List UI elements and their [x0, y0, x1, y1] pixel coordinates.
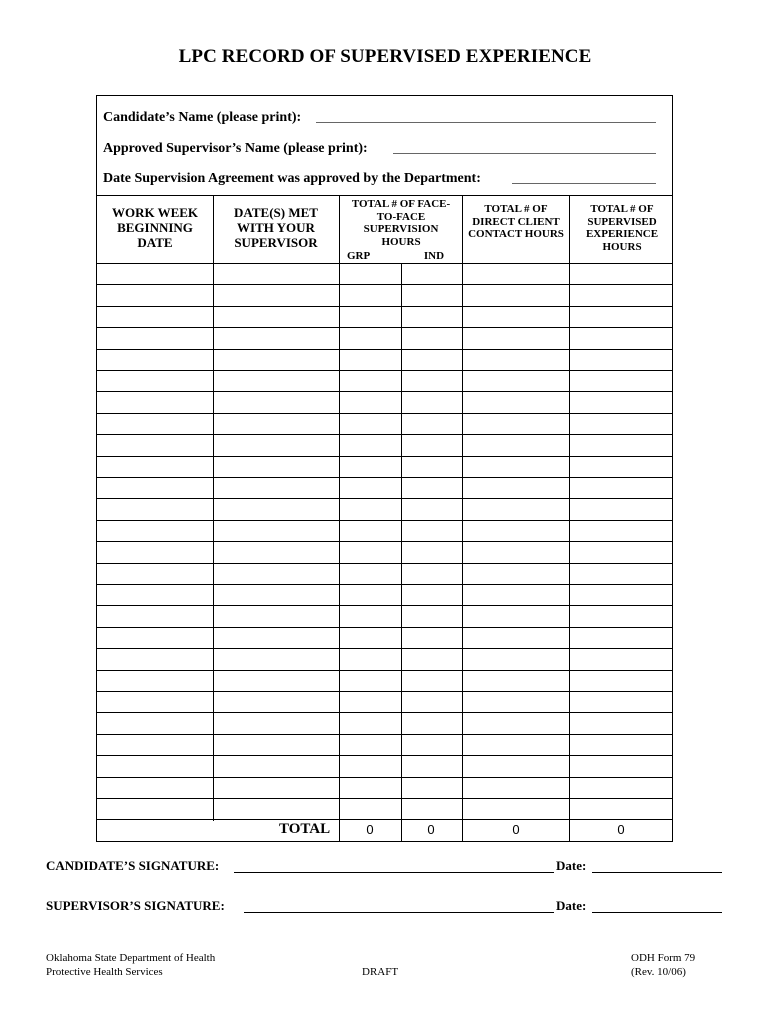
header-direct-client: TOTAL # OF DIRECT CLIENT CONTACT HOURS	[468, 203, 564, 241]
table-row	[96, 541, 673, 562]
candidate-signature-label: CANDIDATE’S SIGNATURE:	[46, 858, 220, 873]
cell-direct-client[interactable]	[462, 413, 569, 434]
cell-ind[interactable]	[401, 605, 462, 626]
candidate-name-field[interactable]	[316, 122, 656, 123]
table-row	[96, 520, 673, 541]
cell-work-week[interactable]	[96, 755, 213, 776]
cell-direct-client[interactable]	[462, 477, 569, 498]
footer-org	[46, 951, 215, 979]
cell-ind[interactable]	[401, 755, 462, 776]
cell-supervised[interactable]	[569, 541, 673, 562]
table-row	[96, 370, 673, 391]
cell-ind[interactable]	[401, 648, 462, 669]
cell-grp[interactable]	[339, 584, 401, 605]
cell-supervised[interactable]	[569, 284, 673, 305]
cell-ind[interactable]	[401, 670, 462, 691]
header-supervised-experience: TOTAL # OF SUPERVISED EXPERIENCE HOURS	[585, 203, 659, 253]
supervisor-signature-label: SUPERVISOR’S SIGNATURE:	[46, 898, 225, 913]
cell-ind[interactable]	[401, 263, 462, 284]
cell-dates-met[interactable]	[213, 413, 339, 434]
cell-ind[interactable]	[401, 712, 462, 733]
header-dates-met: DATE(S) MET WITH YOUR SUPERVISOR	[234, 205, 318, 250]
cell-dates-met[interactable]	[213, 520, 339, 541]
cell-supervised[interactable]	[569, 734, 673, 755]
cell-ind[interactable]	[401, 413, 462, 434]
table-row	[96, 477, 673, 498]
table-row	[96, 777, 673, 798]
cell-dates-met[interactable]	[213, 584, 339, 605]
cell-direct-client[interactable]	[462, 734, 569, 755]
cell-work-week[interactable]	[96, 520, 213, 541]
cell-grp[interactable]	[339, 627, 401, 648]
cell-supervised[interactable]	[569, 627, 673, 648]
cell-supervised[interactable]	[569, 349, 673, 370]
cell-dates-met[interactable]	[213, 777, 339, 798]
cell-grp[interactable]	[339, 734, 401, 755]
cell-direct-client[interactable]	[462, 712, 569, 733]
cell-dates-met[interactable]	[213, 370, 339, 391]
cell-grp[interactable]	[339, 413, 401, 434]
cell-dates-met[interactable]	[213, 648, 339, 669]
cell-dates-met[interactable]	[213, 627, 339, 648]
footer-org-line1: Oklahoma State Department of Health	[46, 952, 216, 964]
cell-supervised[interactable]	[569, 306, 673, 327]
table-row	[96, 456, 673, 477]
cell-grp[interactable]	[339, 798, 401, 819]
cell-supervised[interactable]	[569, 520, 673, 541]
supervisor-date-label: Date:	[556, 898, 587, 913]
cell-work-week[interactable]	[96, 584, 213, 605]
table-row	[96, 755, 673, 776]
cell-dates-met[interactable]	[213, 563, 339, 584]
cell-work-week[interactable]	[96, 434, 213, 455]
cell-grp[interactable]	[339, 391, 401, 412]
cell-direct-client[interactable]	[462, 541, 569, 562]
cell-ind[interactable]	[401, 584, 462, 605]
cell-direct-client[interactable]	[462, 456, 569, 477]
cell-ind[interactable]	[401, 456, 462, 477]
cell-dates-met[interactable]	[213, 541, 339, 562]
cell-direct-client[interactable]	[462, 563, 569, 584]
table-row	[96, 798, 673, 819]
cell-grp[interactable]	[339, 327, 401, 348]
cell-ind[interactable]	[401, 520, 462, 541]
cell-dates-met[interactable]	[213, 349, 339, 370]
cell-work-week[interactable]	[96, 777, 213, 798]
cell-work-week[interactable]	[96, 627, 213, 648]
cell-grp[interactable]	[339, 777, 401, 798]
cell-direct-client[interactable]	[462, 284, 569, 305]
cell-work-week[interactable]	[96, 819, 213, 840]
cell-supervised[interactable]	[569, 777, 673, 798]
cell-supervised[interactable]	[569, 712, 673, 733]
cell-direct-client[interactable]	[462, 263, 569, 284]
cell-supervised[interactable]	[569, 670, 673, 691]
cell-dates-met[interactable]	[213, 284, 339, 305]
cell-supervised[interactable]	[569, 456, 673, 477]
cell-supervised[interactable]	[569, 434, 673, 455]
cell-work-week[interactable]	[96, 263, 213, 284]
supervisor-name-label: Approved Supervisor’s Name (please print):	[103, 141, 368, 156]
cell-grp[interactable]	[339, 263, 401, 284]
cell-supervised[interactable]	[569, 691, 673, 712]
cell-grp[interactable]	[339, 691, 401, 712]
cell-ind[interactable]	[401, 327, 462, 348]
cell-work-week[interactable]	[96, 284, 213, 305]
table-row	[96, 434, 673, 455]
cell-work-week[interactable]	[96, 413, 213, 434]
cell-direct-client[interactable]	[462, 755, 569, 776]
cell-grp[interactable]	[339, 498, 401, 519]
total-direct-client: 0	[512, 822, 520, 837]
cell-work-week[interactable]	[96, 370, 213, 391]
cell-direct-client[interactable]	[462, 306, 569, 327]
footer-form-number: ODH Form 79	[631, 952, 696, 964]
candidate-date-field[interactable]	[592, 872, 722, 873]
table-row	[96, 349, 673, 370]
cell-dates-met[interactable]	[213, 477, 339, 498]
cell-dates-met[interactable]	[213, 391, 339, 412]
row-divider	[96, 841, 673, 842]
candidate-date-label: Date:	[556, 858, 587, 873]
cell-dates-met[interactable]	[213, 691, 339, 712]
footer-revision: (Rev. 10/06)	[631, 966, 686, 978]
cell-supervised[interactable]	[569, 584, 673, 605]
cell-supervised[interactable]	[569, 563, 673, 584]
cell-grp[interactable]	[339, 605, 401, 626]
cell-work-week[interactable]	[96, 498, 213, 519]
cell-ind[interactable]	[401, 798, 462, 819]
cell-grp[interactable]	[339, 349, 401, 370]
cell-grp[interactable]	[339, 563, 401, 584]
cell-work-week[interactable]	[96, 648, 213, 669]
cell-supervised[interactable]	[569, 648, 673, 669]
cell-supervised[interactable]	[569, 327, 673, 348]
table-row	[96, 712, 673, 733]
table-row	[96, 648, 673, 669]
cell-work-week[interactable]	[96, 605, 213, 626]
cell-dates-met[interactable]	[213, 456, 339, 477]
footer-draft: DRAFT	[362, 966, 399, 978]
cell-grp[interactable]	[339, 670, 401, 691]
cell-direct-client[interactable]	[462, 648, 569, 669]
cell-ind[interactable]	[401, 777, 462, 798]
cell-supervised[interactable]	[569, 413, 673, 434]
table-row	[96, 627, 673, 648]
cell-direct-client[interactable]	[462, 434, 569, 455]
cell-ind[interactable]	[401, 734, 462, 755]
table-row	[96, 691, 673, 712]
cell-dates-met[interactable]	[213, 306, 339, 327]
cell-work-week[interactable]	[96, 734, 213, 755]
header-ind: IND	[423, 250, 445, 262]
table-row	[96, 584, 673, 605]
cell-direct-client[interactable]	[462, 605, 569, 626]
cell-ind[interactable]	[401, 477, 462, 498]
table-row	[96, 498, 673, 519]
cell-work-week[interactable]	[96, 541, 213, 562]
cell-ind[interactable]	[401, 691, 462, 712]
cell-grp[interactable]	[339, 477, 401, 498]
cell-dates-met[interactable]	[213, 498, 339, 519]
header-face-to-face: TOTAL # OF FACE-TO-FACE SUPERVISION HOURS	[351, 198, 451, 248]
cell-grp[interactable]	[339, 648, 401, 669]
cell-direct-client[interactable]	[462, 349, 569, 370]
cell-dates-met[interactable]	[213, 263, 339, 284]
candidate-name-label: Candidate’s Name (please print):	[103, 110, 302, 125]
cell-dates-met[interactable]	[213, 605, 339, 626]
cell-supervised[interactable]	[569, 798, 673, 819]
cell-direct-client[interactable]	[462, 798, 569, 819]
candidate-signature-field[interactable]	[234, 872, 554, 873]
table-row	[96, 413, 673, 434]
cell-ind[interactable]	[401, 563, 462, 584]
cell-supervised[interactable]	[569, 498, 673, 519]
cell-grp[interactable]	[339, 284, 401, 305]
cell-grp[interactable]	[339, 456, 401, 477]
cell-supervised[interactable]	[569, 370, 673, 391]
cell-ind[interactable]	[401, 627, 462, 648]
cell-work-week[interactable]	[96, 349, 213, 370]
supervisor-signature-field[interactable]	[244, 912, 554, 913]
table-row	[96, 327, 673, 348]
cell-ind[interactable]	[401, 541, 462, 562]
cell-direct-client[interactable]	[462, 520, 569, 541]
cell-ind[interactable]	[401, 391, 462, 412]
cell-ind[interactable]	[401, 370, 462, 391]
table-row	[96, 670, 673, 691]
cell-work-week[interactable]	[96, 327, 213, 348]
cell-work-week[interactable]	[96, 477, 213, 498]
cell-dates-met[interactable]	[213, 798, 339, 819]
header-grp: GRP	[347, 250, 371, 262]
cell-direct-client[interactable]	[462, 327, 569, 348]
cell-supervised[interactable]	[569, 391, 673, 412]
table-row	[96, 284, 673, 305]
page-title: LPC RECORD OF SUPERVISED EXPERIENCE	[178, 46, 592, 67]
header-work-week: WORK WEEK BEGINNING DATE	[111, 205, 199, 250]
cell-dates-met[interactable]	[213, 434, 339, 455]
table-top-border	[96, 195, 673, 196]
total-label: TOTAL	[279, 821, 331, 837]
table-row	[96, 734, 673, 755]
cell-dates-met[interactable]	[213, 670, 339, 691]
cell-grp[interactable]	[339, 755, 401, 776]
supervisor-name-field[interactable]	[393, 153, 656, 154]
cell-direct-client[interactable]	[462, 670, 569, 691]
cell-work-week[interactable]	[96, 456, 213, 477]
total-grp: 0	[366, 822, 374, 837]
cell-direct-client[interactable]	[462, 691, 569, 712]
cell-work-week[interactable]	[96, 670, 213, 691]
cell-supervised[interactable]	[569, 477, 673, 498]
agreement-date-label: Date Supervision Agreement was approved by the Department:	[103, 171, 481, 186]
cell-work-week[interactable]	[96, 306, 213, 327]
cell-supervised[interactable]	[569, 755, 673, 776]
table-row	[96, 263, 673, 284]
table-row	[96, 819, 673, 840]
cell-work-week[interactable]	[96, 798, 213, 819]
cell-direct-client[interactable]	[462, 777, 569, 798]
cell-grp[interactable]	[339, 541, 401, 562]
cell-dates-met[interactable]	[213, 712, 339, 733]
cell-ind[interactable]	[401, 349, 462, 370]
agreement-date-field[interactable]	[512, 183, 656, 184]
cell-work-week[interactable]	[96, 691, 213, 712]
cell-ind[interactable]	[401, 306, 462, 327]
cell-direct-client[interactable]	[462, 370, 569, 391]
table-row	[96, 563, 673, 584]
table-row	[96, 391, 673, 412]
cell-supervised[interactable]	[569, 605, 673, 626]
cell-ind[interactable]	[401, 498, 462, 519]
cell-direct-client[interactable]	[462, 498, 569, 519]
cell-direct-client[interactable]	[462, 627, 569, 648]
cell-work-week[interactable]	[96, 712, 213, 733]
footer-form-info	[631, 951, 695, 979]
table-row	[96, 306, 673, 327]
cell-direct-client[interactable]	[462, 584, 569, 605]
total-ind: 0	[427, 822, 435, 837]
cell-grp[interactable]	[339, 370, 401, 391]
cell-dates-met[interactable]	[213, 755, 339, 776]
cell-work-week[interactable]	[96, 563, 213, 584]
cell-dates-met[interactable]	[213, 734, 339, 755]
cell-grp[interactable]	[339, 434, 401, 455]
footer-org-line2: Protective Health Services	[46, 966, 163, 978]
cell-grp[interactable]	[339, 520, 401, 541]
cell-ind[interactable]	[401, 284, 462, 305]
cell-work-week[interactable]	[96, 391, 213, 412]
cell-supervised[interactable]	[569, 263, 673, 284]
cell-grp[interactable]	[339, 306, 401, 327]
cell-grp[interactable]	[339, 712, 401, 733]
supervisor-date-field[interactable]	[592, 912, 722, 913]
cell-dates-met[interactable]	[213, 327, 339, 348]
cell-ind[interactable]	[401, 434, 462, 455]
table-row	[96, 605, 673, 626]
total-supervised: 0	[617, 822, 625, 837]
cell-direct-client[interactable]	[462, 391, 569, 412]
